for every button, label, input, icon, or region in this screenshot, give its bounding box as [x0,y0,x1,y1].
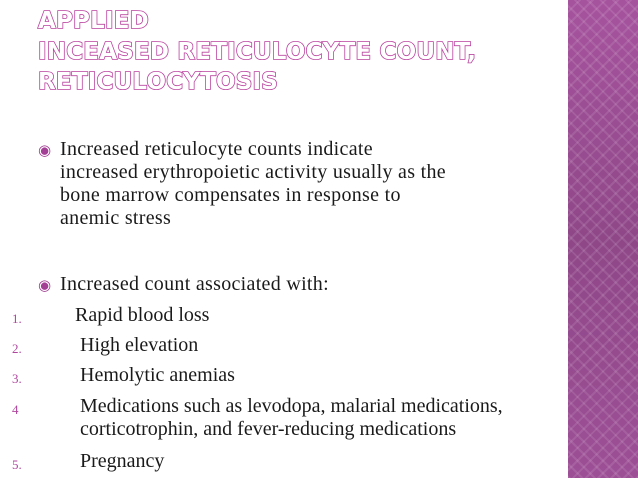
list-item-text: Pregnancy [80,450,165,472]
list-number: 1. [12,311,22,326]
title-line-1: APPLIED [38,8,149,34]
list-item [0,333,600,358]
bullet-item [38,138,558,230]
circled-dot-bullet-icon: ◉ [38,276,52,294]
bullet-text-line: anemic stress [60,207,172,229]
list-number: 2. [12,341,22,356]
bullet-item [38,273,558,296]
list-number: 4 [12,402,19,417]
list-item-text: corticotrophin, and fever-reducing medications [80,418,457,440]
bullet-text-line: bone marrow compensates in response to [60,184,401,206]
slide-title [38,6,568,98]
list-item-text: Hemolytic anemias [80,364,235,386]
title-line-3: RETICULOCYTOSIS [38,69,279,95]
list-item [0,449,600,474]
list-item-text: High elevation [80,334,199,356]
list-item [0,395,600,441]
list-item-text: Medications such as levodopa, malarial medications, [80,395,503,417]
list-item-text: Rapid blood loss [75,304,210,326]
list-item [0,363,600,388]
list-item [0,303,600,328]
bullet-text-line: increased erythropoietic activity usually as the [60,161,446,183]
list-number: 3. [12,371,22,386]
bullet-text-line: Increased count associated with: [60,273,329,295]
title-line-2: INCEASED RETICULOCYTE COUNT, [38,38,477,65]
circled-dot-bullet-icon: ◉ [38,141,52,159]
bullet-text-line: Increased reticulocyte counts indicate [60,138,373,160]
list-number: 5. [12,457,22,472]
